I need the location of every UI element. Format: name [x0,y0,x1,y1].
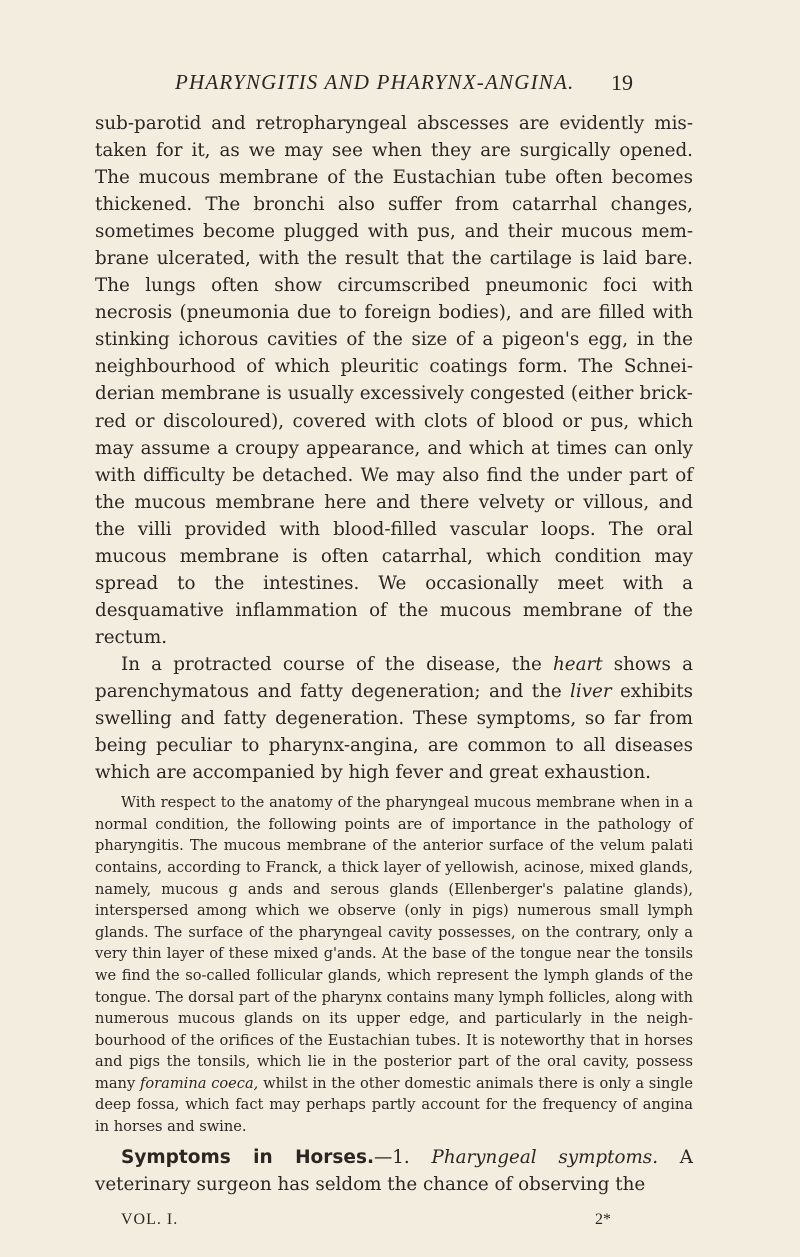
text-run: whilst in the other domestic animals there is only a single deep fossa, which fact may perhaps partly account for the frequency of angina in horses and swine. [95,1074,694,1136]
section-heading: Symptoms in Horses. [121,1146,374,1168]
body-text [95,110,693,1198]
page-number: 19 [611,70,633,95]
text-run: In a protracted course of the disease, the [121,653,553,675]
text-run: With respect to the anatomy of the pharyngeal mucous membrane when in a normal condition, the following points are of importance in the pathology of pharyngitis. The mucous membrane of the anterior surface of the velum palati contains, according to Franck, a thick layer of yellowish, acinose, mixed glands, namely, mucous g ands and serous glands (Ellenberger's palatine glands), interspersed among which we observe (only in pigs) numerous small lymph glands. The surface of the pharyngeal cavity possesses, on the contrary, only a very thin layer of these mixed g'ands. At the base of the tongue near the tonsils we find the so-called follicular glands, which represent the lymph glands of the tongue. The dorsal part of the pharynx contains many lymph follicles, along with numerous mucous glands on its upper edge, and particularly in the neigh-bourhood of the orifices of the Eustachian tubes. It is noteworthy that in horses and pigs the tonsils, which lie in the posterior part of the oral cavity, possess many [95,794,693,1092]
signature-mark: 2* [595,1211,611,1228]
symptoms-paragraph [95,1144,693,1198]
emphasis-heart: heart [553,653,603,675]
volume-mark: VOL. I. [121,1211,179,1228]
emphasis-foramina: foramina coeca, [139,1074,259,1092]
emphasis-liver: liver [570,680,612,702]
running-head: PHARYNGITIS AND PHARYNX-ANGINA. [175,70,575,94]
paragraph-protracted-course [95,651,693,786]
anatomy-note [95,792,693,1138]
subheading: Pharyngeal symptoms. [431,1146,659,1168]
text-run: shows a parenchymatous and fatty degeneration; and the [95,653,693,702]
text-run: A veterinary surgeon has seldom the chance of observing the [95,1146,693,1195]
text-run: —1. [374,1146,432,1168]
paragraph-continued: sub-parotid and retropharyngeal abscesses are evidently mis-taken for it, as we may see when they are surgically opened. The mucous membrane of the Eustachian tube often becomes thickened. The bronchi also suffer from catarrhal changes, sometimes become plugged with pus, and their mucous mem-brane ulcerated, with the result that the cartilage is laid bare. The lungs often show circumscribed pneumonic foci with necrosis (pneumonia due to foreign bodies), and are filled with stinking ichorous cavities of the size of a pigeon's egg, in the neighbourhood of which pleuritic coatings form. The Schnei-derian membrane is usually excessively congested (either brick-red or discoloured), covered with clots of blood or pus, which may assume a croupy appearance, and which at times can only with difficulty be detached. We may also find the under part of the mucous membrane here and there velvety or villous, and the villi provided with blood-filled vascular loops. The oral mucous membrane is often catarrhal, which condition may spread to the intestines. We occasionally meet with a desquamative inflammation of the mucous membrane of the rectum. [95,113,693,648]
text-run: exhibits swelling and fatty degeneration. These symptoms, so far from being peculiar to pharynx-angina, are common to all diseases which are accompanied by high fever and great exhaustion. [95,680,693,784]
